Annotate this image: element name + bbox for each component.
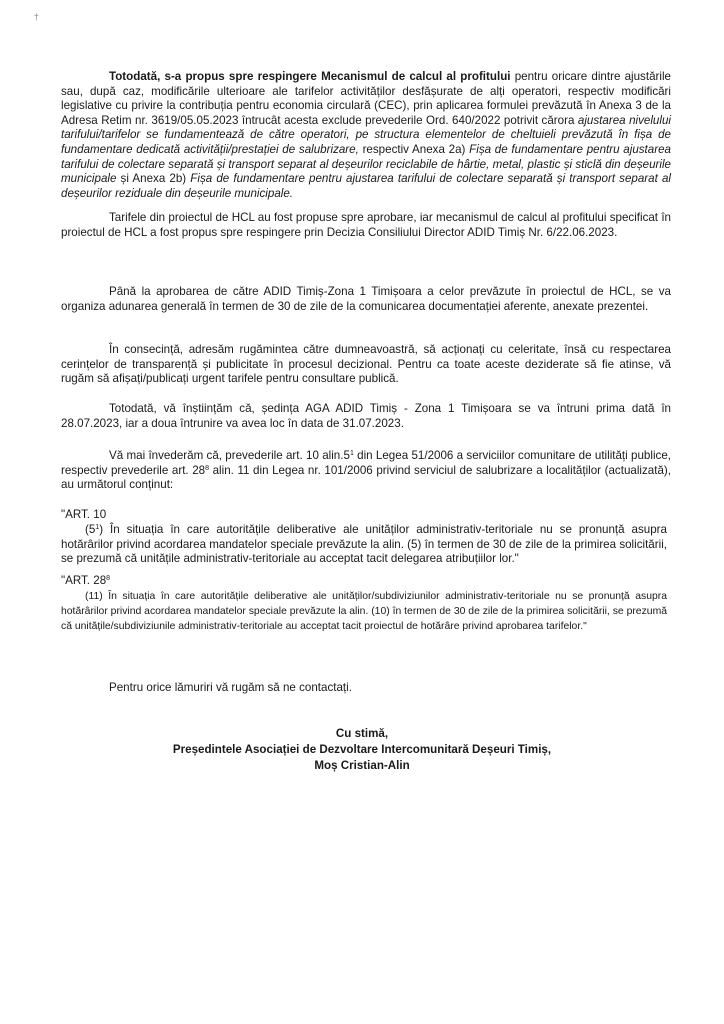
paragraph-request: În consecință, adresăm rugămintea către dumneavoastră, să acționați cu celeritate, însă cu respectarea cerințelor de transparență și publicitate în procesul decizional. Pentru ca toate aceste deziderate să fie atinse, vă rugăm să afișați/publicați urgent tarifele pentru consultare publică. xyxy=(61,343,671,386)
paragraph-text: alin. 11 din Legea nr. 101/2006 privind serviciul de salubrizare a localităților (actualizată), au următorul conținut: xyxy=(61,463,671,492)
paragraph-lead-bold: Totodată, s-a propus spre respingere Mecanismul de calcul al profitului xyxy=(109,70,511,83)
paragraph-legal-provisions xyxy=(61,449,671,493)
superscript: 8 xyxy=(205,464,210,472)
superscript: 1 xyxy=(95,524,100,531)
paragraph-text: Vă mai învederăm că, prevederile art. 10 alin.5 xyxy=(109,449,350,462)
art-10-body xyxy=(61,523,667,567)
paragraph-text: pentru oricare dintre ajustările sau, după caz, modificările ulterioare ale tarifelor activităților desfășurate de alți operatori, respectiv modificări legislative cu privire la contribuția pentru economia circulară (CEC), prin aplicarea formulei prevăzută în Anexa 3 de la Adresa Retim nr. 3619/05.05.2023 întrucât acesta exclude prevederile Ord. 640/2022 potrivit cărora xyxy=(61,70,671,127)
signature-name: Moș Cristian-Alin xyxy=(314,759,410,772)
paragraph-italic-annex-2a: Fișa de fundamentare pentru ajustarea tarifului de colectare separată și transport separat al deșeurilor reciclabile de hârtie, metal, plastic și sticlă din deșeurile municipale xyxy=(61,142,671,186)
signature-greeting: Cu stimă, xyxy=(335,727,389,740)
art-28-heading-text: "ART. 28 xyxy=(61,574,107,587)
corner-mark: † xyxy=(34,12,40,22)
paragraph-italic-quote: ajustarea nivelului tarifului/tarifelor se fundamentează de către operatori, pe structura elementelor de cheltuieli prevăzută în fișa de fundamentare dedicată activității/prestației de salubrizare, xyxy=(61,113,671,156)
superscript: 8 xyxy=(106,575,111,582)
art-10-number: (5 xyxy=(85,523,96,536)
art-28-body: (11) În situația în care autoritățile deliberative ale unităților/subdiviziunilor administrativ-teritoriale nu se pronunță asupra hotărârilor privind acordarea mandatelor speciale prevăzute la alin. (10) în termen de 30 de zile de la primirea solicitării, se prezumă că unitățile/subdiviziunile administrativ-teritoriale au acceptat tacit proiectul de hotărâre privind aprobarea tarifelor." xyxy=(61,591,667,633)
art-10-number: ) xyxy=(99,523,104,536)
art-28-heading xyxy=(61,574,110,589)
signature-title: Președintele Asociației de Dezvoltare Intercomunitară Deșeuri Timiș, xyxy=(172,743,552,756)
art-10-heading: "ART. 10 xyxy=(61,508,107,521)
paragraph-contact: Pentru orice lămuriri vă rugăm să ne contactați. xyxy=(109,681,352,694)
paragraph-italic-annex-2b: Fișa de fundamentare pentru ajustarea tarifului de colectare separată și transport separat al deșeurilor reziduale din deșeurile municipale. xyxy=(61,172,671,200)
superscript: 1 xyxy=(349,450,354,457)
paragraph-text: respectiv Anexa 2a) xyxy=(358,142,470,156)
paragraph-general-assembly: Până la aprobarea de către ADID Timiș-Zona 1 Timișoara a celor prevăzute în proiectul de HCL, se va organiza adunarea generală în termen de 30 de zile de la comunicarea documentației aferente, anexate prezentei. xyxy=(61,285,671,313)
paragraph-tariffs-decision: Tarifele din proiectul de HCL au fost propuse spre aprobare, iar mecanismul de calcul al profitului specificat în proiectul de HCL a fost propus spre respingere prin Decizia Consiliului Director ADID Timiș Nr. 6/22.06.2023. xyxy=(61,211,671,239)
paragraph-text: din Legea 51/2006 a serviciilor comunitare de utilități publice, respectiv prevederile art. 28 xyxy=(61,449,671,477)
art-10-text: În situația în care autoritățile deliberative ale unităților administrativ-teritoriale nu se pronunță asupra hotărârilor privind acordarea mandatelor speciale prevăzute la alin. (5) în termen de 30 de zile de la primirea solicitării, se prezumă că unitățile administrativ-teritoriale au acceptat tacit delegarea atribuțiilor lor." xyxy=(61,523,667,566)
paragraph-aga-meeting: Totodată, vă înștiințăm că, ședința AGA ADID Timiș - Zona 1 Timișoara se va întruni prima dată în 28.07.2023, iar a doua întrunire va avea loc în data de 31.07.2023. xyxy=(61,402,671,430)
paragraph-text: și Anexa 2b) xyxy=(116,172,191,186)
paragraph-profit-mechanism xyxy=(61,70,671,201)
